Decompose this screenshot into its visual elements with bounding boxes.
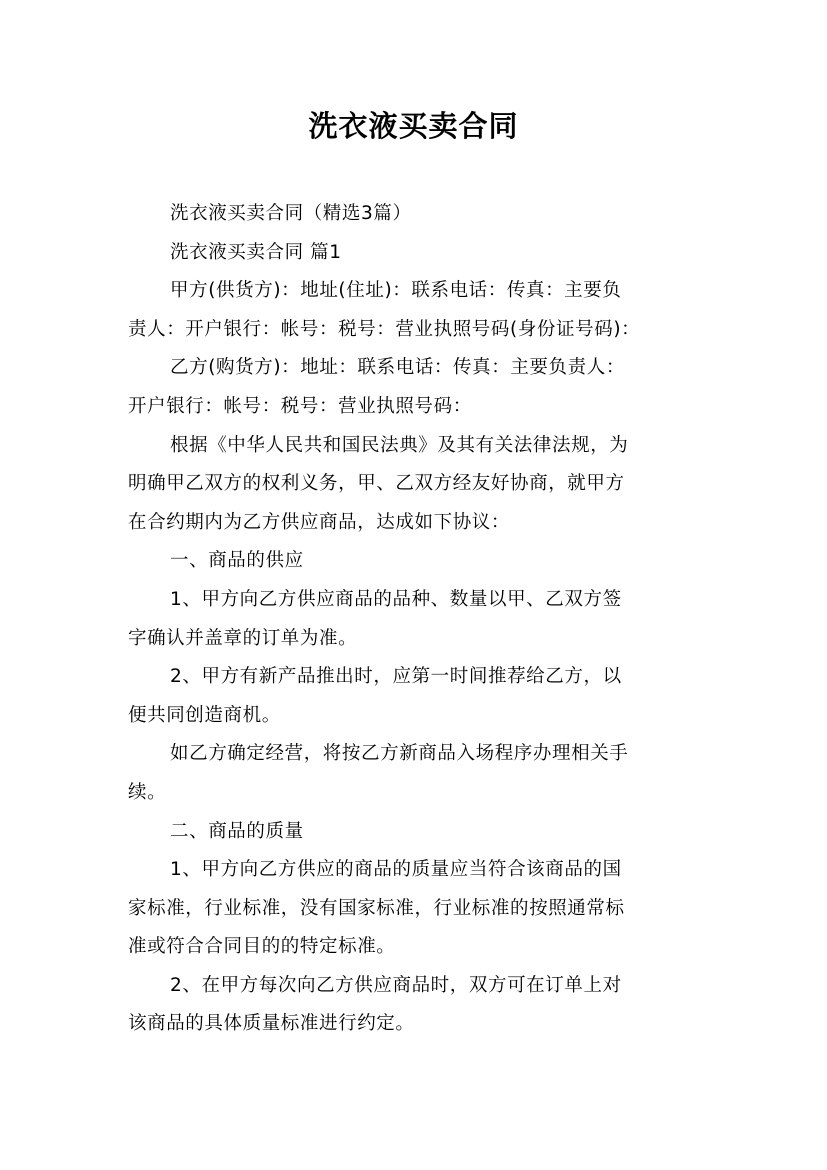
document-body xyxy=(128,195,728,1044)
paragraph-line: 便共同创造商机。 xyxy=(128,704,281,726)
paragraph-line: 乙方(购货方)：地址：联系电话：传真：主要负责人： xyxy=(170,357,625,379)
paragraph-line: 开户银行：帐号：税号：营业执照号码： xyxy=(128,395,472,417)
paragraph-line: 甲方(供货方)：地址(住址)：联系电话：传真：主要负 xyxy=(170,280,622,302)
paragraph-line: 如乙方确定经营，将按乙方新商品入场程序办理相关手 xyxy=(170,743,629,765)
paragraph-line: 责人：开户银行：帐号：税号：营业执照号码(身份证号码)： xyxy=(128,318,641,340)
paragraph-line: 1、甲方向乙方供应的商品的质量应当符合该商品的国 xyxy=(170,859,622,881)
paragraph-line: 2、在甲方每次向乙方供应商品时，双方可在订单上对 xyxy=(170,974,622,996)
document-title: 洗衣液买卖合同 xyxy=(308,109,519,143)
paragraph-line: 洗衣液买卖合同 篇1 xyxy=(170,241,342,263)
section-heading: 一、商品的供应 xyxy=(170,550,304,572)
paragraph-line: 家标准，行业标准，没有国家标准，行业标准的按照通常标 xyxy=(128,897,625,919)
paragraph-line: 在合约期内为乙方供应商品，达成如下协议： xyxy=(128,511,511,533)
paragraph-line: 该商品的具体质量标准进行约定。 xyxy=(128,1013,415,1035)
paragraph-line: 2、甲方有新产品推出时，应第一时间推荐给乙方，以 xyxy=(170,666,622,688)
paragraph-line: 洗衣液买卖合同（精选3篇） xyxy=(170,203,412,224)
paragraph-line: 1、甲方向乙方供应商品的品种、数量以甲、乙双方签 xyxy=(170,588,622,610)
paragraph-line: 准或符合合同目的的特定标准。 xyxy=(128,936,396,958)
paragraph-line: 根据《中华人民共和国民法典》及其有关法律法规，为 xyxy=(170,434,629,456)
paragraph-line: 字确认并盖章的订单为准。 xyxy=(128,627,358,649)
paragraph-line: 续。 xyxy=(128,781,167,803)
section-heading: 二、商品的质量 xyxy=(170,820,304,842)
paragraph-line: 明确甲乙双方的权利义务，甲、乙双方经友好协商，就甲方 xyxy=(128,473,625,495)
